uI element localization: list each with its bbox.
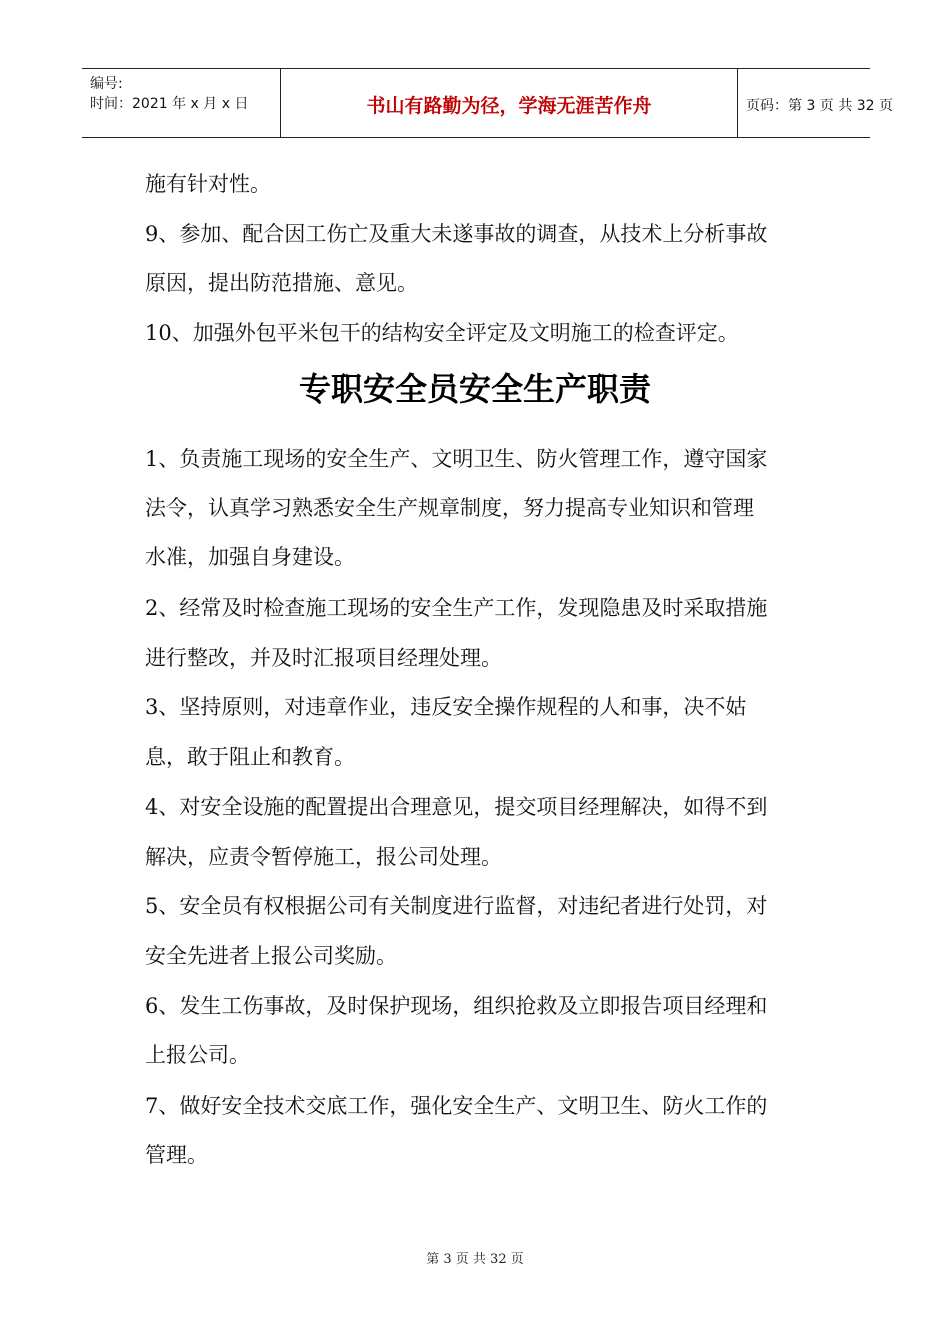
body-line: 进行整改，并及时汇报项目经理处理。 (145, 646, 502, 670)
body-line: 法令，认真学习熟悉安全生产规章制度，努力提高专业知识和管理 (145, 496, 754, 520)
section-title: 专职安全员安全生产职责 (298, 370, 651, 408)
body-line: 6、发生工伤事故，及时保护现场，组织抢救及立即报告项目经理和 (145, 994, 768, 1018)
header-page-cell (738, 69, 893, 137)
body-line: 原因，提出防范措施、意见。 (145, 271, 418, 295)
body-line: 息，敢于阻止和教育。 (145, 745, 355, 769)
header-meta-cell (82, 69, 280, 137)
body-line: 7、做好安全技术交底工作，强化安全生产、文明卫生、防火工作的 (145, 1094, 768, 1118)
body-line: 管理。 (145, 1143, 208, 1167)
body-line: 9、参加、配合因工伤亡及重大未遂事故的调查，从技术上分析事故 (145, 222, 768, 246)
body-line: 3、坚持原则，对违章作业，违反安全操作规程的人和事，决不姑 (145, 695, 747, 719)
page-header (82, 68, 893, 138)
body-line: 4、对安全设施的配置提出合理意见，提交项目经理解决，如得不到 (145, 795, 768, 819)
document-number-label: 编号: (90, 76, 123, 92)
header-motto-cell (280, 69, 738, 137)
body-line: 上报公司。 (145, 1043, 250, 1067)
body-line: 解决，应责令暂停施工，报公司处理。 (145, 845, 502, 869)
document-time-label: 时间：2021 年 x 月 x 日 (90, 96, 249, 112)
body-line: 施有针对性。 (145, 172, 271, 196)
header-page-info: 页码：第 3 页 共 32 页 (746, 98, 893, 114)
body-line: 5、安全员有权根据公司有关制度进行监督，对违纪者进行处罚，对 (145, 894, 768, 918)
body-line: 安全先进者上报公司奖励。 (145, 944, 397, 968)
body-line: 1、负责施工现场的安全生产、文明卫生、防火管理工作，遵守国家 (145, 447, 768, 471)
body-line: 水准，加强自身建设。 (145, 545, 355, 569)
body-line: 10、加强外包平米包干的结构安全评定及文明施工的检查评定。 (145, 321, 739, 345)
body-line: 2、经常及时检查施工现场的安全生产工作，发现隐患及时采取措施 (145, 596, 768, 620)
page-footer: 第 3 页 共 32 页 (426, 1252, 524, 1267)
header-motto: 书山有路勤为径，学海无涯苦作舟 (366, 95, 652, 117)
